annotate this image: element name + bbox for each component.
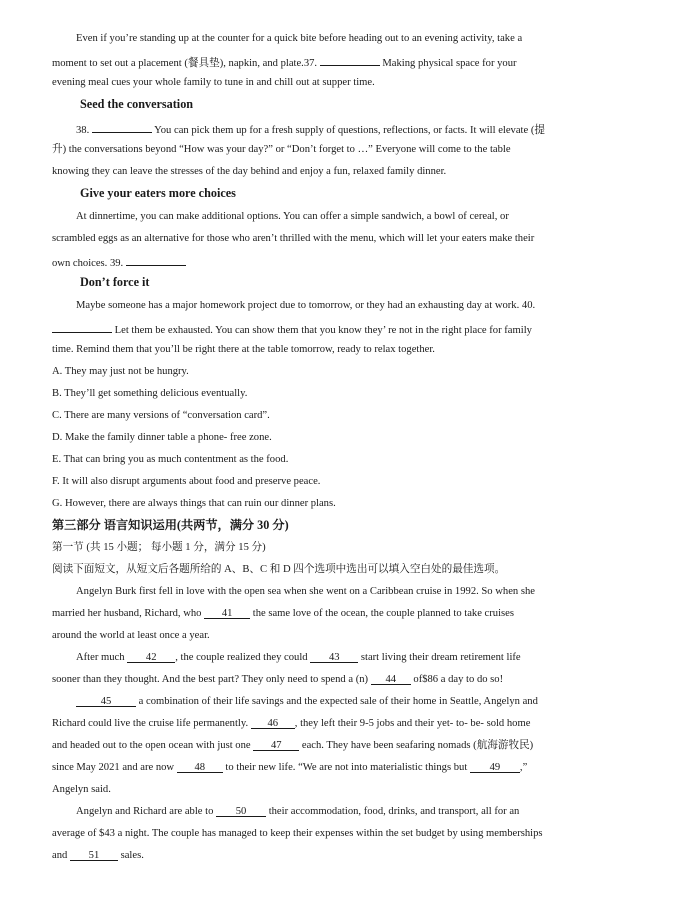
part-title: 第三部分 语言知识运用(共两节，满分 30 分): [52, 518, 289, 532]
option-f: F. It will also disrupt arguments about food and preserve peace.: [52, 476, 321, 487]
blank-48: 48: [177, 761, 223, 773]
option-d: D. Make the family dinner table a phone- free zone.: [52, 432, 272, 443]
passage-line: Maybe someone has a major homework project due to tomorrow, or they had an exhausting day at work. 40.: [76, 300, 536, 311]
cloze-line: Angelyn said.: [52, 784, 111, 795]
text: and headed out to the open ocean with just one: [52, 740, 251, 751]
section-title: 第一节 (共 15 小题； 每小题 1 分，满分 15 分): [52, 542, 266, 553]
text: of$86 a day to do so!: [413, 674, 504, 685]
cloze-line: average of $43 a night. The couple has managed to keep their expenses within the set budget by using memberships: [52, 828, 543, 839]
text: ,”: [519, 762, 528, 773]
cloze-line: Angelyn Burk first fell in love with the open sea when she went on a Caribbean cruise in 1992. So when she: [76, 586, 535, 597]
blank-42: 42: [127, 651, 175, 663]
section-heading: Seed the conversation: [80, 97, 194, 111]
blank-37: [320, 54, 380, 66]
text: a combination of their life savings and the expected sale of their home in Seattle, Angelyn and: [138, 696, 538, 707]
blank-43: 43: [310, 651, 358, 663]
passage-line: [52, 254, 652, 271]
blank-51: 51: [70, 849, 118, 861]
text: start living their dream retirement life: [360, 652, 521, 663]
passage-line: evening meal cues your whole family to tune in and chill out at supper time.: [52, 77, 375, 88]
text: each. They have been seafaring nomads (航海游牧民): [301, 740, 534, 751]
passage-line: time. Remind them that you’ll be right there at the table tomorrow, ready to relax together.: [52, 344, 435, 355]
passage-line: [52, 54, 652, 71]
blank-49: 49: [470, 761, 520, 773]
cloze-line: [76, 695, 676, 709]
text: since May 2021 and are now: [52, 762, 175, 773]
cloze-line: [76, 805, 676, 819]
instruction: 阅读下面短文，从短文后各题所给的 A、B、C 和 D 四个选项中选出可以填入空白处的最佳选项。: [52, 564, 506, 575]
option-a: A. They may just not be hungry.: [52, 366, 189, 377]
text: sooner than they thought. And the best part? They only need to spend a (n): [52, 674, 369, 685]
passage-line: [76, 121, 676, 138]
text: own choices. 39.: [52, 258, 124, 269]
section-heading: Give your eaters more choices: [80, 186, 236, 200]
cloze-line: [52, 739, 652, 753]
blank-41: 41: [204, 607, 250, 619]
option-e: E. That can bring you as much contentment as the food.: [52, 454, 289, 465]
passage-line: scrambled eggs as an alternative for those who aren’t thrilled with the menu, which will let your eaters make their: [52, 233, 535, 244]
option-b: B. They’ll get something delicious eventually.: [52, 388, 248, 399]
cloze-line: [76, 651, 676, 665]
text: , they left their 9-5 jobs and their yet- to- be- sold home: [294, 718, 531, 729]
blank-50: 50: [216, 805, 266, 817]
text: Let them be exhausted. You can show them that you know they’ re not in the right place for family: [114, 325, 532, 336]
text: , the couple realized they could: [175, 652, 308, 663]
cloze-line: [52, 761, 652, 775]
text: to their new life. “We are not into materialistic things but: [225, 762, 468, 773]
option-g: G. However, there are always things that can ruin our dinner plans.: [52, 498, 336, 509]
blank-44: 44: [371, 673, 411, 685]
text: 38.: [76, 125, 90, 136]
text: the same love of the ocean, the couple planned to take cruises: [252, 608, 514, 619]
cloze-line: [52, 717, 652, 731]
cloze-line: [52, 673, 652, 687]
blank-39: [126, 254, 186, 266]
text: You can pick them up for a fresh supply of questions, reflections, or facts. It will elevate (提: [154, 125, 545, 136]
cloze-line: [52, 849, 652, 863]
passage-line: knowing they can leave the stresses of the day behind and enjoy a fun, relaxed family dinner.: [52, 166, 447, 177]
blank-40: [52, 321, 112, 333]
text: and: [52, 850, 68, 861]
text: After much: [76, 652, 125, 663]
passage-line: [52, 321, 652, 338]
blank-38: [92, 121, 152, 133]
cloze-line: around the world at least once a year.: [52, 630, 210, 641]
blank-45: 45: [76, 695, 136, 707]
passage-line: At dinnertime, you can make additional options. You can offer a simple sandwich, a bowl of cereal, or: [76, 211, 509, 222]
passage-line: Even if you’re standing up at the counter for a quick bite before heading out to an evening activity, take a: [76, 33, 523, 44]
blank-46: 46: [251, 717, 295, 729]
passage-line: 升) the conversations beyond “How was your day?” or “Don’t forget to …” Everyone will come to the table: [52, 144, 511, 155]
text: Making physical space for your: [382, 58, 517, 69]
section-heading: Don’t force it: [80, 275, 150, 289]
cloze-line: [52, 607, 652, 621]
text: married her husband, Richard, who: [52, 608, 202, 619]
blank-47: 47: [253, 739, 299, 751]
text: Richard could live the cruise life permanently.: [52, 718, 249, 729]
text: moment to set out a placement (餐具垫), napkin, and plate.37.: [52, 58, 318, 69]
option-c: C. There are many versions of “conversation card”.: [52, 410, 270, 421]
text: their accommodation, food, drinks, and transport, all for an: [268, 806, 520, 817]
text: sales.: [120, 850, 144, 861]
text: Angelyn and Richard are able to: [76, 806, 214, 817]
